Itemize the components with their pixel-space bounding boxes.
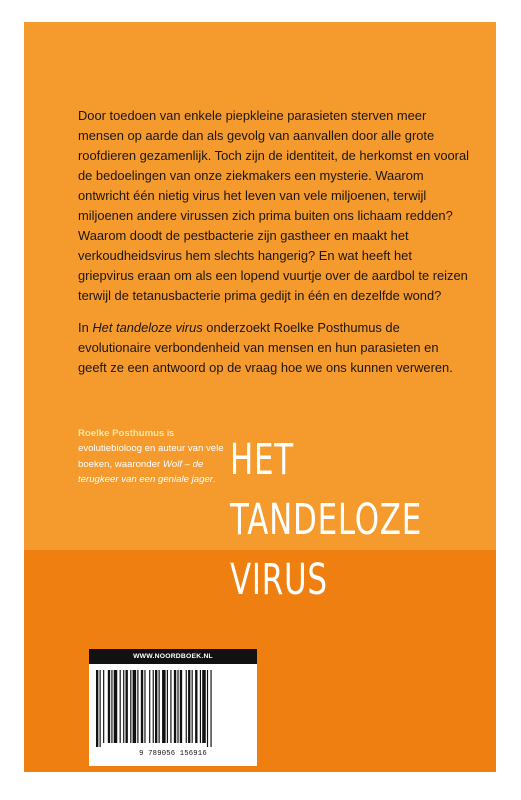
barcode-bar <box>137 670 138 743</box>
title-line-1: HET <box>230 435 294 485</box>
barcode-bar <box>210 670 211 747</box>
barcode-bar <box>130 670 131 743</box>
barcode-bar <box>133 670 137 743</box>
barcode-bar <box>170 670 171 743</box>
barcode-bar <box>96 670 98 747</box>
barcode-bar <box>123 670 124 743</box>
blurb-paragraph-2 <box>78 318 470 378</box>
barcode-bar <box>174 670 176 743</box>
barcode-bar <box>207 670 208 747</box>
barcode-bar <box>177 670 178 743</box>
blurb-paragraph-2-rest: onderzoekt Roelke Posthumus de evolutionaire verbondenheid van mensen en hun parasieten en geeft ze een antwoord op de vraag hoe we ons kunnen verweren. <box>78 320 453 375</box>
barcode-bar <box>100 670 101 747</box>
barcode-bar <box>195 670 197 743</box>
blurb-paragraph-2-intro: In <box>78 320 93 335</box>
barcode-bar <box>192 670 193 743</box>
author-book-title: Wolf – de terugkeer van een geniale jager <box>78 458 213 486</box>
barcode-bar <box>155 670 157 743</box>
book-blurb <box>78 106 470 390</box>
barcode-bar <box>162 670 166 743</box>
title-line-3: VIRUS <box>230 555 328 605</box>
barcode-bar <box>141 670 143 743</box>
barcode-bar <box>186 670 187 743</box>
blurb-paragraph-1: Door toedoen van enkele piepkleine parasieten sterven meer mensen op aarde dan als gevolg van aanvallen door alle grote roofdieren gezamenlijk. Toch zijn de identiteit, de herkomst en vooral de bedoelingen van onze ziekmakers een mysterie. Waarom ontwricht één nietig virus het leven van vele miljoenen, terwijl miljoenen andere virussen zich prima buiten ons lichaam redden? Waarom doodt de pestbacterie zijn gastheer en maakt het verkoudheidsvirus hem slechts hangerig? En wat heeft het griepvirus eraan om als een lopend vuurtje over de aardbol te reizen terwijl de tetanusbacterie prima gedijt in één en dezelfde wond? <box>78 108 469 303</box>
title-line-2: TANDELOZE <box>230 495 423 545</box>
author-name: Roelke Posthumus <box>78 428 165 439</box>
barcode-bar <box>188 670 190 743</box>
barcode-bar <box>120 670 121 743</box>
barcode-bar <box>108 670 110 743</box>
isbn-number: 9 789056 156916 <box>139 750 207 758</box>
barcode-bar <box>103 670 104 743</box>
barcode-label <box>89 649 257 766</box>
barcode-bar <box>159 670 160 743</box>
barcode-bar <box>180 670 182 743</box>
barcode-bar <box>144 670 145 743</box>
book-back-cover <box>24 22 496 772</box>
barcode-bar <box>126 670 128 743</box>
barcode-bar <box>149 670 150 743</box>
publisher-website: WWW.NOORDBOEK.NL <box>89 649 257 664</box>
author-bio-end: . <box>212 474 216 486</box>
barcode-bar <box>200 670 201 743</box>
book-title <box>230 430 423 610</box>
barcode-bar <box>202 670 206 743</box>
author-bio-text: is evolutiebioloog en auteur van vele boeken, waaronder <box>78 428 224 470</box>
barcode-bar <box>114 670 118 743</box>
barcode-bar <box>111 670 112 743</box>
barcode-icon <box>96 670 250 747</box>
book-title-inline: Het tandeloze virus <box>92 320 203 335</box>
author-bio <box>78 426 224 488</box>
barcode-bar <box>167 670 168 743</box>
barcode-bar <box>153 670 154 743</box>
